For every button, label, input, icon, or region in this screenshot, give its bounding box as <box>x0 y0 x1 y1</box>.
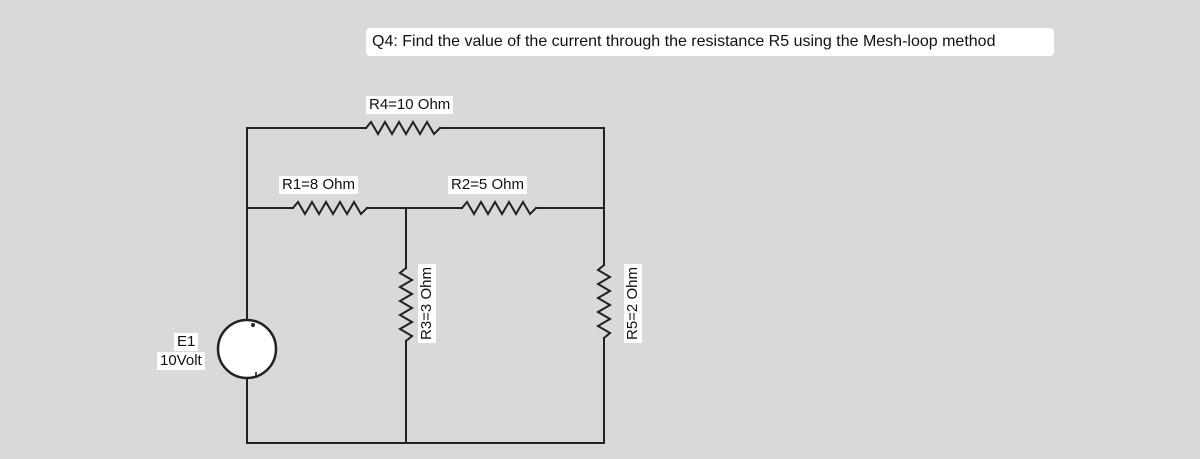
label-r1: R1=8 Ohm <box>279 176 358 194</box>
resistor-r5 <box>598 265 610 338</box>
voltage-source-e1 <box>218 320 276 378</box>
label-e1-value: 10Volt <box>157 352 205 370</box>
resistor-r2 <box>462 202 536 214</box>
label-r5: R5=2 Ohm <box>624 264 642 343</box>
label-r3: R3=3 Ohm <box>418 264 436 343</box>
label-r2: R2=5 Ohm <box>448 176 527 194</box>
question-text: Q4: Find the value of the current through the resistance R5 using the Mesh-loop method <box>366 28 1054 56</box>
resistor-r1 <box>293 202 367 214</box>
resistor-r3 <box>400 268 412 341</box>
label-e1-name: E1 <box>174 333 198 351</box>
resistor-r4 <box>366 122 440 134</box>
source-plus-dot <box>251 323 255 327</box>
label-r4: R4=10 Ohm <box>366 96 453 114</box>
